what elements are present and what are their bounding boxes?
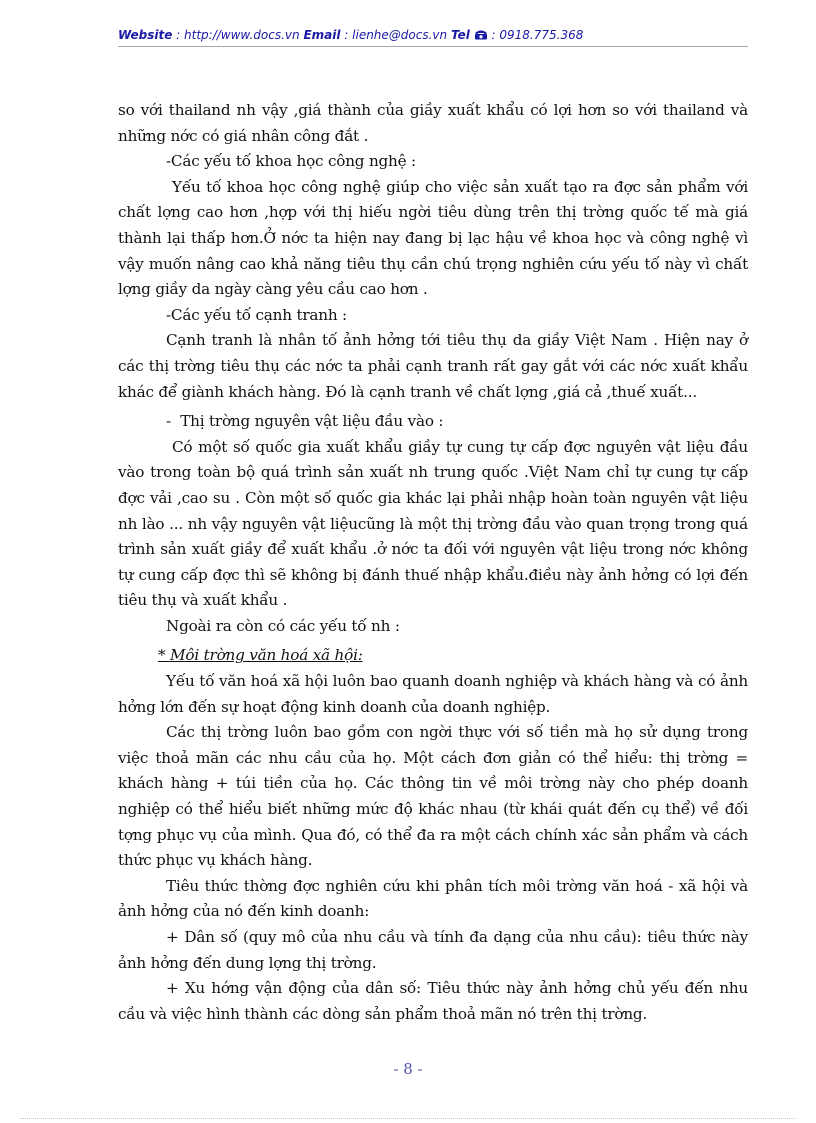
bullet-dash: - (166, 412, 171, 431)
paragraph: Cạnh tranh là nhân tố ảnh hởng tới tiêu thụ da giầy Việt Nam . Hiện nay ở các thị trờng tiêu thụ các nớc ta phải cạnh tranh rất gay gắt với các nớc xuất khẩu khác để giành khách hàng. Đó là cạnh tranh về chất lợng ,giá cả ,thuế xuất... (118, 331, 748, 401)
website-label: Website (118, 28, 173, 42)
paragraph: Yếu tố khoa học công nghệ giúp cho việc sản xuất tạo ra đợc sản phẩm với chất lợng cao hơn ,hợp với thị hiếu ngời tiêu dùng trên thị trờng quốc tế mà giá thành lại thấp hơn.Ở nớc ta hiện nay đang bị lạc hậu về khoa học và công nghệ vì vậy muốn nâng cao khả năng tiêu thụ cần chú trọng nghiên cứu yếu tố này vì chất lợng giầy da ngày càng yêu cầu cao hơn . (118, 177, 748, 299)
email-link[interactable]: : lienhe@docs.vn (344, 28, 448, 42)
paragraph: + Xu hớng vận động của dân số: Tiêu thức này ảnh hởng chủ yếu đến nhu cầu và việc hình thành các dòng sản phẩm thoả mãn nó trên thị trờng. (118, 979, 748, 1023)
email-label: Email (303, 28, 341, 42)
paragraph: Yếu tố văn hoá xã hội luôn bao quanh doanh nghiệp và khách hàng và có ảnh hởng lớn đến sự hoạt động kinh doanh của doanh nghiệp. (118, 672, 748, 716)
phone-icon (474, 28, 492, 42)
section-heading-competition: -Các yếu tố cạnh tranh : (166, 305, 347, 324)
paragraph: Có một số quốc gia xuất khẩu giầy tự cung tự cấp đợc nguyên vật liệu đầu vào trong toàn bộ quá trình sản xuất nh trung quốc .Việt Nam chỉ tự cung tự cấp đợc vải ,cao su . Còn một số quốc gia khác lại phải nhập hoàn toàn nguyên vật liệu nh lào ... nh vậy nguyên vật liệucũng là một thị trờng đầu vào quan trọng trong quá trình sản xuất giầy để xuất khẩu .ở nớc ta đối với nguyên vật liệu trong nớc không tự cung cấp đợc thì sẽ không bị đánh thuế nhập khẩu.điều này ảnh hởng có lợi đến tiêu thụ và xuất khẩu . (118, 437, 748, 610)
section-heading-materials (118, 409, 748, 435)
section-heading-culture: * Môi trờng văn hoá xã hội: (158, 646, 363, 665)
paragraph: Các thị trờng luôn bao gồm con ngời thực với số tiền mà họ sử dụng trong việc thoả mãn các nhu cầu của họ. Một cách đơn giản có thể hiểu: thị trờng = khách hàng + túi tiền của họ. Các thông tin về môi trờng này cho phép doanh nghiệp có thể hiểu biết những mức độ khác nhau (từ khái quát đến cụ thể) về đối tợng phục vụ của mình. Qua đó, có thể đa ra một cách chính xác sản phẩm và cách thức phục vụ khách hàng. (118, 723, 748, 870)
page-header (118, 28, 748, 42)
paragraph: so với thailand nh vậy ,giá thành của giầy xuất khẩu có lợi hơn so với thailand và những nớc có giá nhân công đắt . (118, 101, 748, 145)
page-bottom-border (20, 1118, 796, 1119)
page-number: - 8 - (393, 1060, 423, 1078)
document-body (118, 98, 748, 1027)
header-divider (118, 46, 748, 47)
section-heading-technology: -Các yếu tố khoa học công nghệ : (166, 152, 416, 171)
website-link[interactable]: : http://www.docs.vn (176, 28, 300, 42)
section-heading-text: Thị trờng nguyên vật liệu đầu vào : (180, 412, 444, 431)
tel-label: Tel (450, 28, 470, 42)
paragraph: Ngoài ra còn có các yếu tố nh : (166, 616, 400, 635)
paragraph: Tiêu thức thờng đợc nghiên cứu khi phân tích môi trờng văn hoá - xã hội và ảnh hởng của nó đến kinh doanh: (118, 876, 748, 921)
tel-value: : 0918.775.368 (491, 28, 584, 42)
paragraph: + Dân số (quy mô của nhu cầu và tính đa dạng của nhu cầu): tiêu thức này ảnh hởng đến dung lợng thị trờng. (118, 928, 748, 972)
